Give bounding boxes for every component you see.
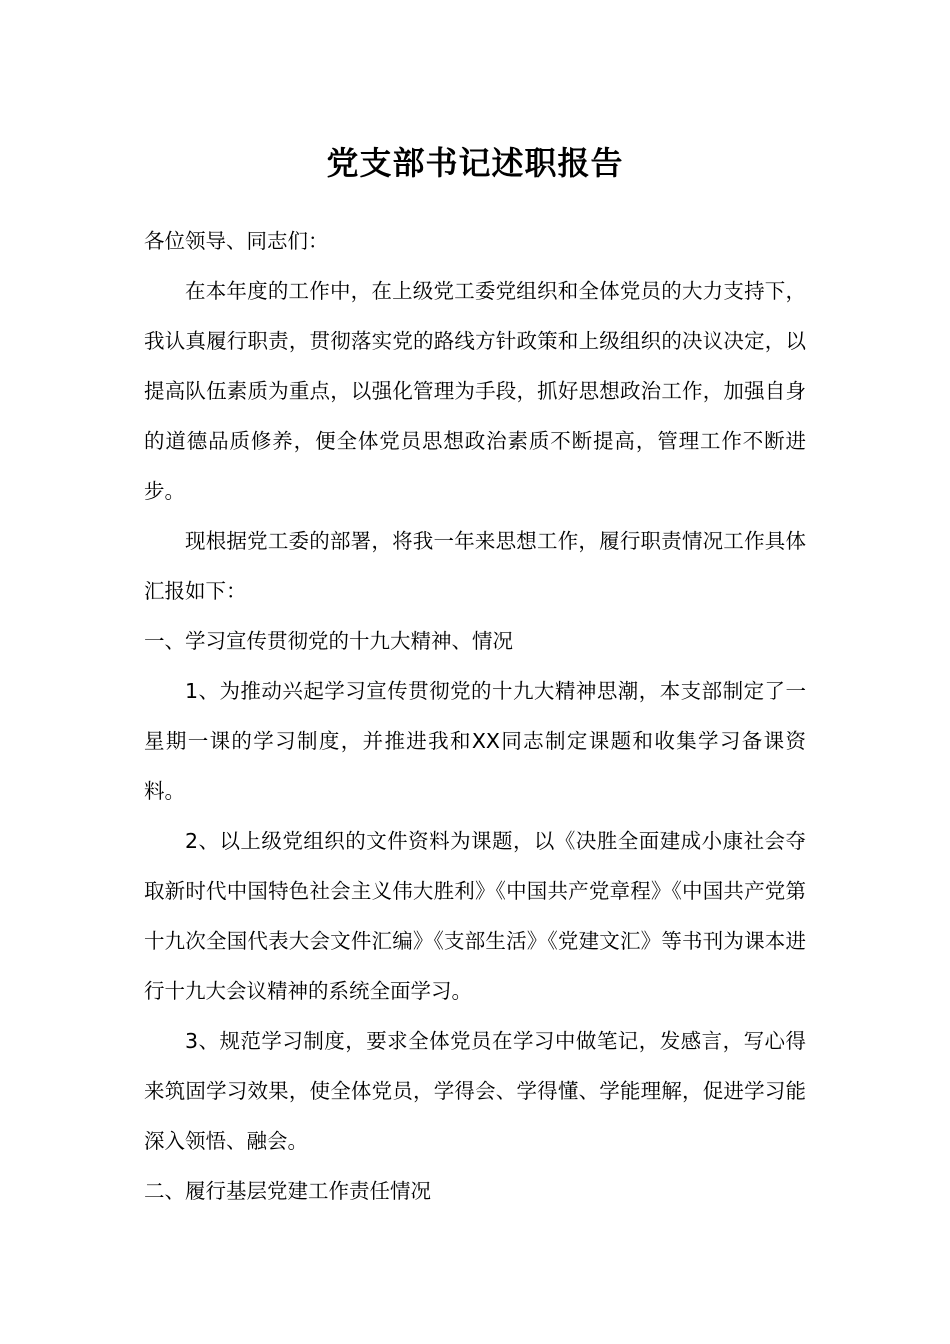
document-body — [144, 216, 806, 1216]
section-heading-1: 一、学习宣传贯彻党的十九大精神、情况 — [144, 629, 513, 653]
paragraph-report-lead: 现根据党工委的部署，将我一年来思想工作，履行职责情况工作具体汇报如下： — [144, 529, 806, 603]
section-heading-2: 二、履行基层党建工作责任情况 — [144, 1179, 431, 1203]
salutation: 各位领导、同志们： — [144, 229, 329, 253]
section1-item-2: 2、以上级党组织的文件资料为课题，以《决胜全面建成小康社会夺取新时代中国特色社会主义伟大胜利》《中国共产党章程》《中国共产党第十九次全国代表大会文件汇编》《支部生活》《党建文汇》等书刊为课本进行十九大会议精神的系统全面学习。 — [144, 829, 806, 1003]
section1-item-3: 3、规范学习制度，要求全体党员在学习中做笔记，发感言，写心得来筑固学习效果，使全体党员，学得会、学得懂、学能理解，促进学习能深入领悟、融会。 — [144, 1029, 806, 1153]
section1-item-1: 1、为推动兴起学习宣传贯彻党的十九大精神思潮，本支部制定了一星期一课的学习制度，并推进我和XX同志制定课题和收集学习备课资料。 — [144, 679, 806, 803]
paragraph-intro: 在本年度的工作中，在上级党工委党组织和全体党员的大力支持下，我认真履行职责，贯彻落实党的路线方针政策和上级组织的决议决定，以提高队伍素质为重点，以强化管理为手段，抓好思想政治工作，加强自身的道德品质修养，便全体党员思想政治素质不断提高，管理工作不断进步。 — [144, 279, 806, 503]
document-title: 党支部书记述职报告 — [326, 144, 624, 183]
